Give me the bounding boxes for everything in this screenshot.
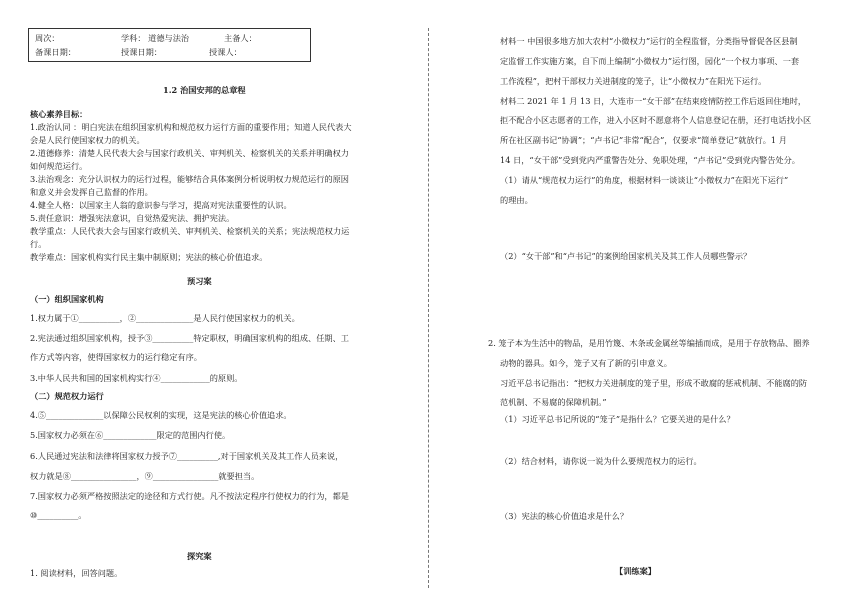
question-line: 习近平总书记指出：“把权力关进制度的笼子里，形成不敢腐的惩戒机制、不能腐的防 <box>500 378 808 388</box>
preview-item: 作方式等内容，使得国家权力的运行稳定有序。 <box>30 352 202 362</box>
preview-item: 7.国家权力必须严格按照法定的途径和方式行使。凡不按法定程序行使权力的行为，都是 <box>30 491 349 501</box>
goal-line: 会是人民行使国家权力的机关。 <box>30 135 145 145</box>
material-line: 所在社区副书记“协调”；“卢书记”非常“配合”，仅要求“简单登记”就放行。1 月 <box>500 135 787 145</box>
key-point-line: 行。 <box>30 239 47 249</box>
goal-line: 和意义并会发挥自己监督的作用。 <box>30 187 153 197</box>
lead-preparer-label: 主备人： <box>224 33 257 43</box>
goal-line: 3.法治观念：充分认识权力的运行过程，能够结合具体案例分析说明权力规范运行的原因 <box>30 174 349 184</box>
goal-line: 2.道德修养：清楚人民代表大会与国家行政机关、审判机关、检察机关的关系并明确权力 <box>30 148 349 158</box>
key-point-line: 教学重点：人民代表大会与国家行政机关、审判机关、检察机关的关系；宪法规范权力运 <box>30 226 350 236</box>
teacher-label: 授课人： <box>209 47 242 57</box>
material-line: 定监督工作实施方案，自下而上编制“小微权力”运行图，园化“一个权力事项、一套 <box>500 56 800 66</box>
goal-line: 5.责任意识：增强宪法意识，自觉热爱宪法、拥护宪法。 <box>30 213 235 223</box>
material-line: 材料二 2021 年 1 月 13 日，大连市一“女干部”在结束疫情防控工作后返回住地时， <box>500 96 807 106</box>
preview-item: 1.权力属于①__________，②______________是人民行使国家权力的机关。 <box>30 313 300 323</box>
question-line: 2. 笼子本为生活中的物品，是用竹篾、木条或金属丝等编插而成，是用于存放物品、圈养 <box>488 338 810 348</box>
question-line: （1）习近平总书记所说的“笼子”是指什么？它要关进的是什么？ <box>500 414 735 424</box>
explore-heading: 探究案 <box>187 551 212 561</box>
goals-heading: 核心素养目标： <box>30 109 88 119</box>
column-divider <box>428 28 429 588</box>
question-line: 动物的器具。如今，笼子又有了新的引申意义。 <box>500 358 672 368</box>
preview-heading: 预习案 <box>187 276 212 286</box>
question-line: （3）宪法的核心价值追求是什么？ <box>500 511 629 521</box>
material-line: 拒不配合小区志愿者的工作，进入小区时不愿意将个人信息登记在册，还打电话找小区 <box>500 115 812 125</box>
prep-date-label: 备课日期： <box>35 47 76 57</box>
question-line: （2）“女干部”和“卢书记”的案例给国家机关及其工作人员哪些警示？ <box>500 251 752 261</box>
goal-line: 4.健全人格：以国家主人翁的意识参与学习，提高对宪法重要性的认识。 <box>30 200 292 210</box>
material-line: 工作流程”，把村干部权力关进制度的笼子，让“小微权力”在阳光下运行。 <box>500 76 767 86</box>
week-label: 周次： <box>35 33 60 43</box>
preview-item: 2.宪法通过组织国家机构，授予③__________特定职权，明确国家机构的组成、任期、工 <box>30 333 349 343</box>
material-line: 材料一 中国很多地方加大农村“小微权力”运行的全程监督，分类指导督促各区县制 <box>500 36 798 46</box>
preview-item: 权力就是⑧________________，⑨________________就要担当。 <box>30 471 260 481</box>
preview-item: 3.中华人民共和国的国家机构实行④____________的原则。 <box>30 373 243 383</box>
teach-date-label: 授课日期： <box>121 47 162 57</box>
preview-item: 4.⑤______________以保障公民权利的实现，这是宪法的核心价值追求。 <box>30 410 292 420</box>
lesson-title: 1.2 治国安邦的总章程 <box>163 85 246 95</box>
subject-label: 学科： 道德与法治 <box>121 33 190 43</box>
goal-line: 1.政治认同 ：明白宪法在组织国家机构和规范权力运行方面的重要作用；知道人民代表大 <box>30 122 352 132</box>
section-heading: （一）组织国家机构 <box>30 294 104 304</box>
material-line: 14 日，“女干部”受到党内严重警告处分、免职处理，“卢书记”受到党内警告处分。 <box>500 155 800 165</box>
question-line: （1）请从“规范权力运行”的角度，根据材料一谈谈让“小微权力”在阳光下运行” <box>500 175 789 185</box>
header-info-box <box>28 28 311 62</box>
explore-item: 1. 阅读材料，回答问题。 <box>30 568 123 578</box>
preview-item: ⑩__________。 <box>30 510 87 520</box>
preview-item: 5.国家权力必须在⑥_____________限定的范围内行使。 <box>30 430 231 440</box>
goal-line: 如何规范运行。 <box>30 161 88 171</box>
section-heading: （二）规范权力运行 <box>30 391 104 401</box>
training-heading: 【训练案】 <box>615 566 656 576</box>
difficult-point-line: 教学难点：国家机构实行民主集中制原则；宪法的核心价值追求。 <box>30 252 268 262</box>
question-line: 范机制、不易腐的保障机制。” <box>500 397 607 407</box>
preview-item: 6.人民通过宪法和法律将国家权力授予⑦__________,对于国家机关及其工作人员来说， <box>30 451 344 461</box>
question-line: 的理由。 <box>500 195 533 205</box>
question-line: （2）结合材料，请你说一说为什么要规范权力的运行。 <box>500 456 702 466</box>
